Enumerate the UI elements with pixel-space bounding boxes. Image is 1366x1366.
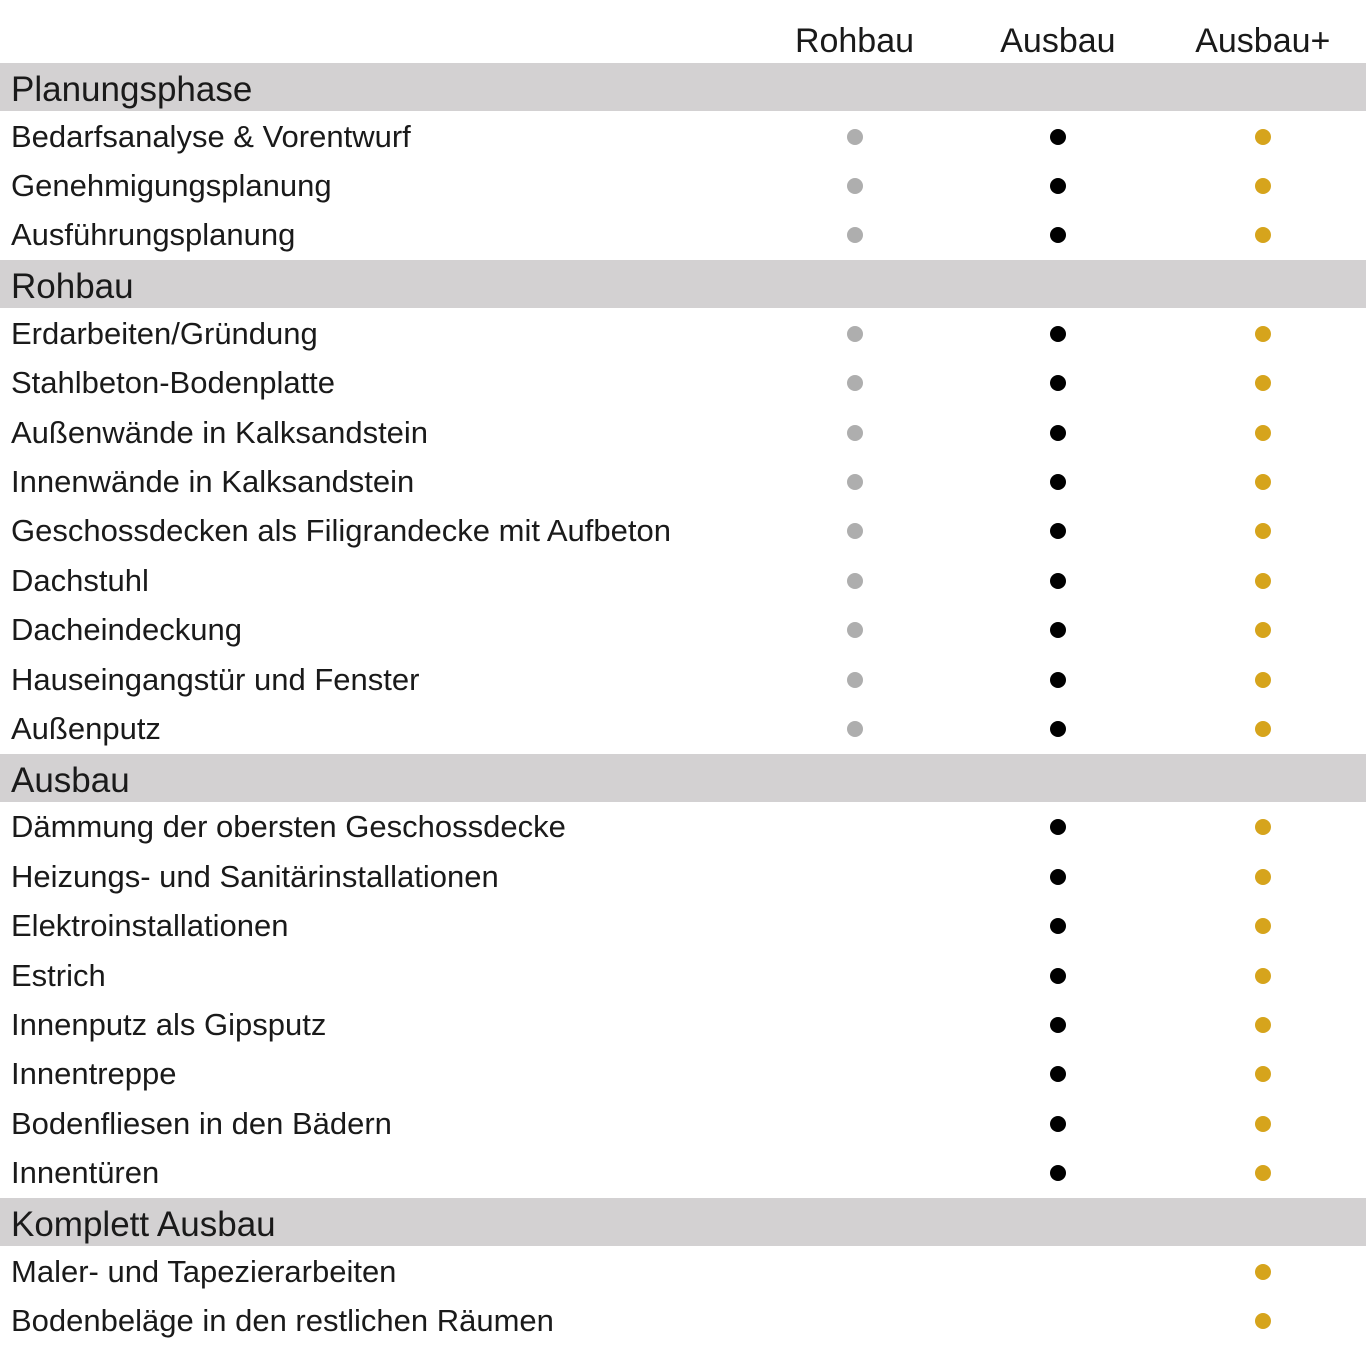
- cell-ausbau: [956, 918, 1159, 934]
- included-dot-icon: [1050, 1066, 1066, 1082]
- table-row: [0, 408, 1366, 457]
- included-dot-icon: [1255, 1066, 1271, 1082]
- included-dot-icon: [1050, 129, 1066, 145]
- table-body: [0, 63, 1366, 1346]
- section-cell-ausbau: [958, 260, 1160, 308]
- row-label: Genehmigungsplanung: [11, 168, 332, 204]
- cell-rohbau: [753, 425, 956, 441]
- table-row: [0, 507, 1366, 556]
- cell-ausbau-plus: [1160, 425, 1366, 441]
- included-dot-icon: [1255, 869, 1271, 885]
- row-label: Estrich: [11, 957, 106, 993]
- table-row: [0, 803, 1366, 852]
- cell-ausbau-plus: [1160, 869, 1366, 885]
- row-label: Außenwände in Kalksandstein: [11, 414, 429, 450]
- row-label: Dämmung der obersten Geschossdecke: [11, 809, 566, 845]
- cell-ausbau: [956, 869, 1159, 885]
- section-cell-ausbau: [958, 63, 1160, 111]
- cell-ausbau-plus: [1160, 672, 1366, 688]
- included-dot-icon: [1255, 622, 1271, 638]
- table-row: [0, 556, 1366, 605]
- table-row: [0, 1000, 1366, 1049]
- cell-rohbau: [753, 178, 956, 194]
- included-dot-icon: [1255, 1313, 1271, 1329]
- included-dot-icon: [847, 523, 863, 539]
- section-title: Planungsphase: [0, 63, 752, 111]
- cell-rohbau: [753, 375, 956, 391]
- cell-ausbau-plus: [1160, 375, 1366, 391]
- cell-ausbau: [956, 375, 1159, 391]
- included-dot-icon: [1255, 573, 1271, 589]
- cell-rohbau: [753, 227, 956, 243]
- cell-ausbau-plus: [1160, 523, 1366, 539]
- included-dot-icon: [847, 672, 863, 688]
- section-header: [0, 1198, 1366, 1246]
- included-dot-icon: [1050, 1017, 1066, 1033]
- included-dot-icon: [1255, 375, 1271, 391]
- included-dot-icon: [1255, 326, 1271, 342]
- section-header: [0, 260, 1366, 308]
- cell-ausbau: [956, 819, 1159, 835]
- cell-ausbau-plus: [1160, 573, 1366, 589]
- cell-ausbau-plus: [1160, 819, 1366, 835]
- included-dot-icon: [1050, 375, 1066, 391]
- cell-ausbau: [956, 1066, 1159, 1082]
- row-label: Innenwände in Kalksandstein: [11, 464, 415, 500]
- section-cell-ausbau-plus: [1161, 63, 1366, 111]
- included-dot-icon: [1050, 523, 1066, 539]
- section-header: [0, 63, 1366, 111]
- included-dot-icon: [847, 227, 863, 243]
- cell-ausbau-plus: [1160, 326, 1366, 342]
- included-dot-icon: [1255, 129, 1271, 145]
- included-dot-icon: [1050, 1116, 1066, 1132]
- cell-ausbau: [956, 523, 1159, 539]
- row-label: Innenputz als Gipsputz: [11, 1006, 327, 1042]
- table-row: [0, 1296, 1366, 1345]
- included-dot-icon: [1050, 968, 1066, 984]
- row-label: Maler- und Tapezierarbeiten: [11, 1253, 397, 1289]
- cell-ausbau: [956, 474, 1159, 490]
- included-dot-icon: [1255, 1264, 1271, 1280]
- row-label: Stahlbeton-Bodenplatte: [11, 365, 336, 401]
- included-dot-icon: [1050, 721, 1066, 737]
- cell-ausbau-plus: [1160, 1165, 1366, 1181]
- table-row: [0, 211, 1366, 260]
- table-row: [0, 1050, 1366, 1099]
- row-label: Bodenfliesen in den Bädern: [11, 1105, 392, 1141]
- row-label: Hauseingangstür und Fenster: [11, 661, 420, 697]
- row-label: Bodenbeläge in den restlichen Räumen: [11, 1302, 554, 1338]
- included-dot-icon: [1050, 1165, 1066, 1181]
- table-row: [0, 704, 1366, 753]
- cell-rohbau: [753, 129, 956, 145]
- section-header: [0, 754, 1366, 802]
- table-row: [0, 1247, 1366, 1296]
- table-row: [0, 112, 1366, 161]
- section-cell-rohbau: [754, 260, 956, 308]
- column-header-ausbau: Ausbau: [1000, 22, 1116, 60]
- included-dot-icon: [847, 129, 863, 145]
- section-cell-ausbau-plus: [1161, 754, 1366, 802]
- row-label: Elektroinstallationen: [11, 908, 289, 944]
- row-label: Bedarfsanalyse & Vorentwurf: [11, 118, 411, 154]
- cell-ausbau: [956, 968, 1159, 984]
- included-dot-icon: [1255, 819, 1271, 835]
- included-dot-icon: [1050, 918, 1066, 934]
- included-dot-icon: [1255, 227, 1271, 243]
- cell-ausbau-plus: [1160, 178, 1366, 194]
- included-dot-icon: [847, 375, 863, 391]
- row-label: Dacheindeckung: [11, 612, 242, 648]
- row-label: Innentreppe: [11, 1056, 177, 1092]
- section-cell-ausbau: [958, 754, 1160, 802]
- cell-ausbau-plus: [1160, 622, 1366, 638]
- row-label: Erdarbeiten/Gründung: [11, 315, 318, 351]
- cell-ausbau-plus: [1160, 474, 1366, 490]
- row-label: Geschossdecken als Filigrandecke mit Aufbeton: [11, 513, 671, 549]
- cell-rohbau: [753, 672, 956, 688]
- column-header-rohbau: Rohbau: [794, 22, 915, 60]
- included-dot-icon: [1050, 326, 1066, 342]
- section-title: Rohbau: [0, 260, 752, 308]
- cell-ausbau: [956, 1017, 1159, 1033]
- cell-ausbau-plus: [1160, 129, 1366, 145]
- cell-ausbau: [956, 622, 1159, 638]
- cell-ausbau-plus: [1160, 721, 1366, 737]
- section-cell-rohbau: [754, 754, 956, 802]
- cell-rohbau: [753, 721, 956, 737]
- table-row: [0, 852, 1366, 901]
- included-dot-icon: [847, 326, 863, 342]
- section-cell-rohbau: [754, 63, 956, 111]
- section-cell-ausbau-plus: [1161, 1198, 1366, 1246]
- included-dot-icon: [847, 425, 863, 441]
- cell-ausbau: [956, 1116, 1159, 1132]
- cell-rohbau: [753, 326, 956, 342]
- included-dot-icon: [1255, 523, 1271, 539]
- table-row: [0, 1148, 1366, 1197]
- table-row: [0, 359, 1366, 408]
- table-row: [0, 606, 1366, 655]
- included-dot-icon: [1255, 1017, 1271, 1033]
- cell-ausbau-plus: [1160, 1017, 1366, 1033]
- cell-ausbau-plus: [1160, 227, 1366, 243]
- included-dot-icon: [1050, 178, 1066, 194]
- cell-ausbau: [956, 672, 1159, 688]
- included-dot-icon: [847, 573, 863, 589]
- row-label: Dachstuhl: [11, 562, 149, 598]
- row-label: Außenputz: [11, 710, 161, 746]
- row-label: Innentüren: [11, 1155, 160, 1191]
- section-title: Komplett Ausbau: [0, 1198, 752, 1246]
- cell-ausbau: [956, 425, 1159, 441]
- included-dot-icon: [1255, 474, 1271, 490]
- included-dot-icon: [1050, 573, 1066, 589]
- column-header-row: [0, 0, 1366, 63]
- cell-ausbau-plus: [1160, 1116, 1366, 1132]
- included-dot-icon: [1255, 672, 1271, 688]
- included-dot-icon: [1255, 1165, 1271, 1181]
- cell-ausbau: [956, 129, 1159, 145]
- cell-ausbau: [956, 326, 1159, 342]
- included-dot-icon: [1050, 425, 1066, 441]
- included-dot-icon: [1050, 672, 1066, 688]
- row-label: Ausführungsplanung: [11, 217, 296, 253]
- cell-ausbau: [956, 1165, 1159, 1181]
- included-dot-icon: [847, 178, 863, 194]
- included-dot-icon: [847, 721, 863, 737]
- cell-ausbau-plus: [1160, 968, 1366, 984]
- included-dot-icon: [1050, 819, 1066, 835]
- section-cell-ausbau-plus: [1161, 260, 1366, 308]
- section-cell-rohbau: [754, 1198, 956, 1246]
- cell-ausbau-plus: [1160, 1313, 1366, 1329]
- included-dot-icon: [1255, 1116, 1271, 1132]
- table-row: [0, 901, 1366, 950]
- table-row: [0, 457, 1366, 506]
- cell-ausbau-plus: [1160, 1264, 1366, 1280]
- table-row: [0, 655, 1366, 704]
- included-dot-icon: [1255, 425, 1271, 441]
- column-header-ausbau-plus: Ausbau+: [1195, 22, 1331, 60]
- table-row: [0, 951, 1366, 1000]
- cell-rohbau: [753, 573, 956, 589]
- cell-ausbau: [956, 573, 1159, 589]
- included-dot-icon: [1255, 918, 1271, 934]
- included-dot-icon: [847, 474, 863, 490]
- included-dot-icon: [847, 622, 863, 638]
- table-row: [0, 1099, 1366, 1148]
- table-row: [0, 309, 1366, 358]
- cell-ausbau-plus: [1160, 1066, 1366, 1082]
- cell-rohbau: [753, 523, 956, 539]
- included-dot-icon: [1050, 474, 1066, 490]
- included-dot-icon: [1255, 721, 1271, 737]
- cell-ausbau-plus: [1160, 918, 1366, 934]
- included-dot-icon: [1050, 869, 1066, 885]
- cell-ausbau: [956, 178, 1159, 194]
- cell-ausbau: [956, 721, 1159, 737]
- included-dot-icon: [1255, 178, 1271, 194]
- section-cell-ausbau: [958, 1198, 1160, 1246]
- row-label: Heizungs- und Sanitärinstallationen: [11, 858, 499, 894]
- cell-rohbau: [753, 622, 956, 638]
- cell-ausbau: [956, 227, 1159, 243]
- included-dot-icon: [1050, 227, 1066, 243]
- table-row: [0, 161, 1366, 210]
- section-title: Ausbau: [0, 754, 752, 802]
- included-dot-icon: [1255, 968, 1271, 984]
- included-dot-icon: [1050, 622, 1066, 638]
- cell-rohbau: [753, 474, 956, 490]
